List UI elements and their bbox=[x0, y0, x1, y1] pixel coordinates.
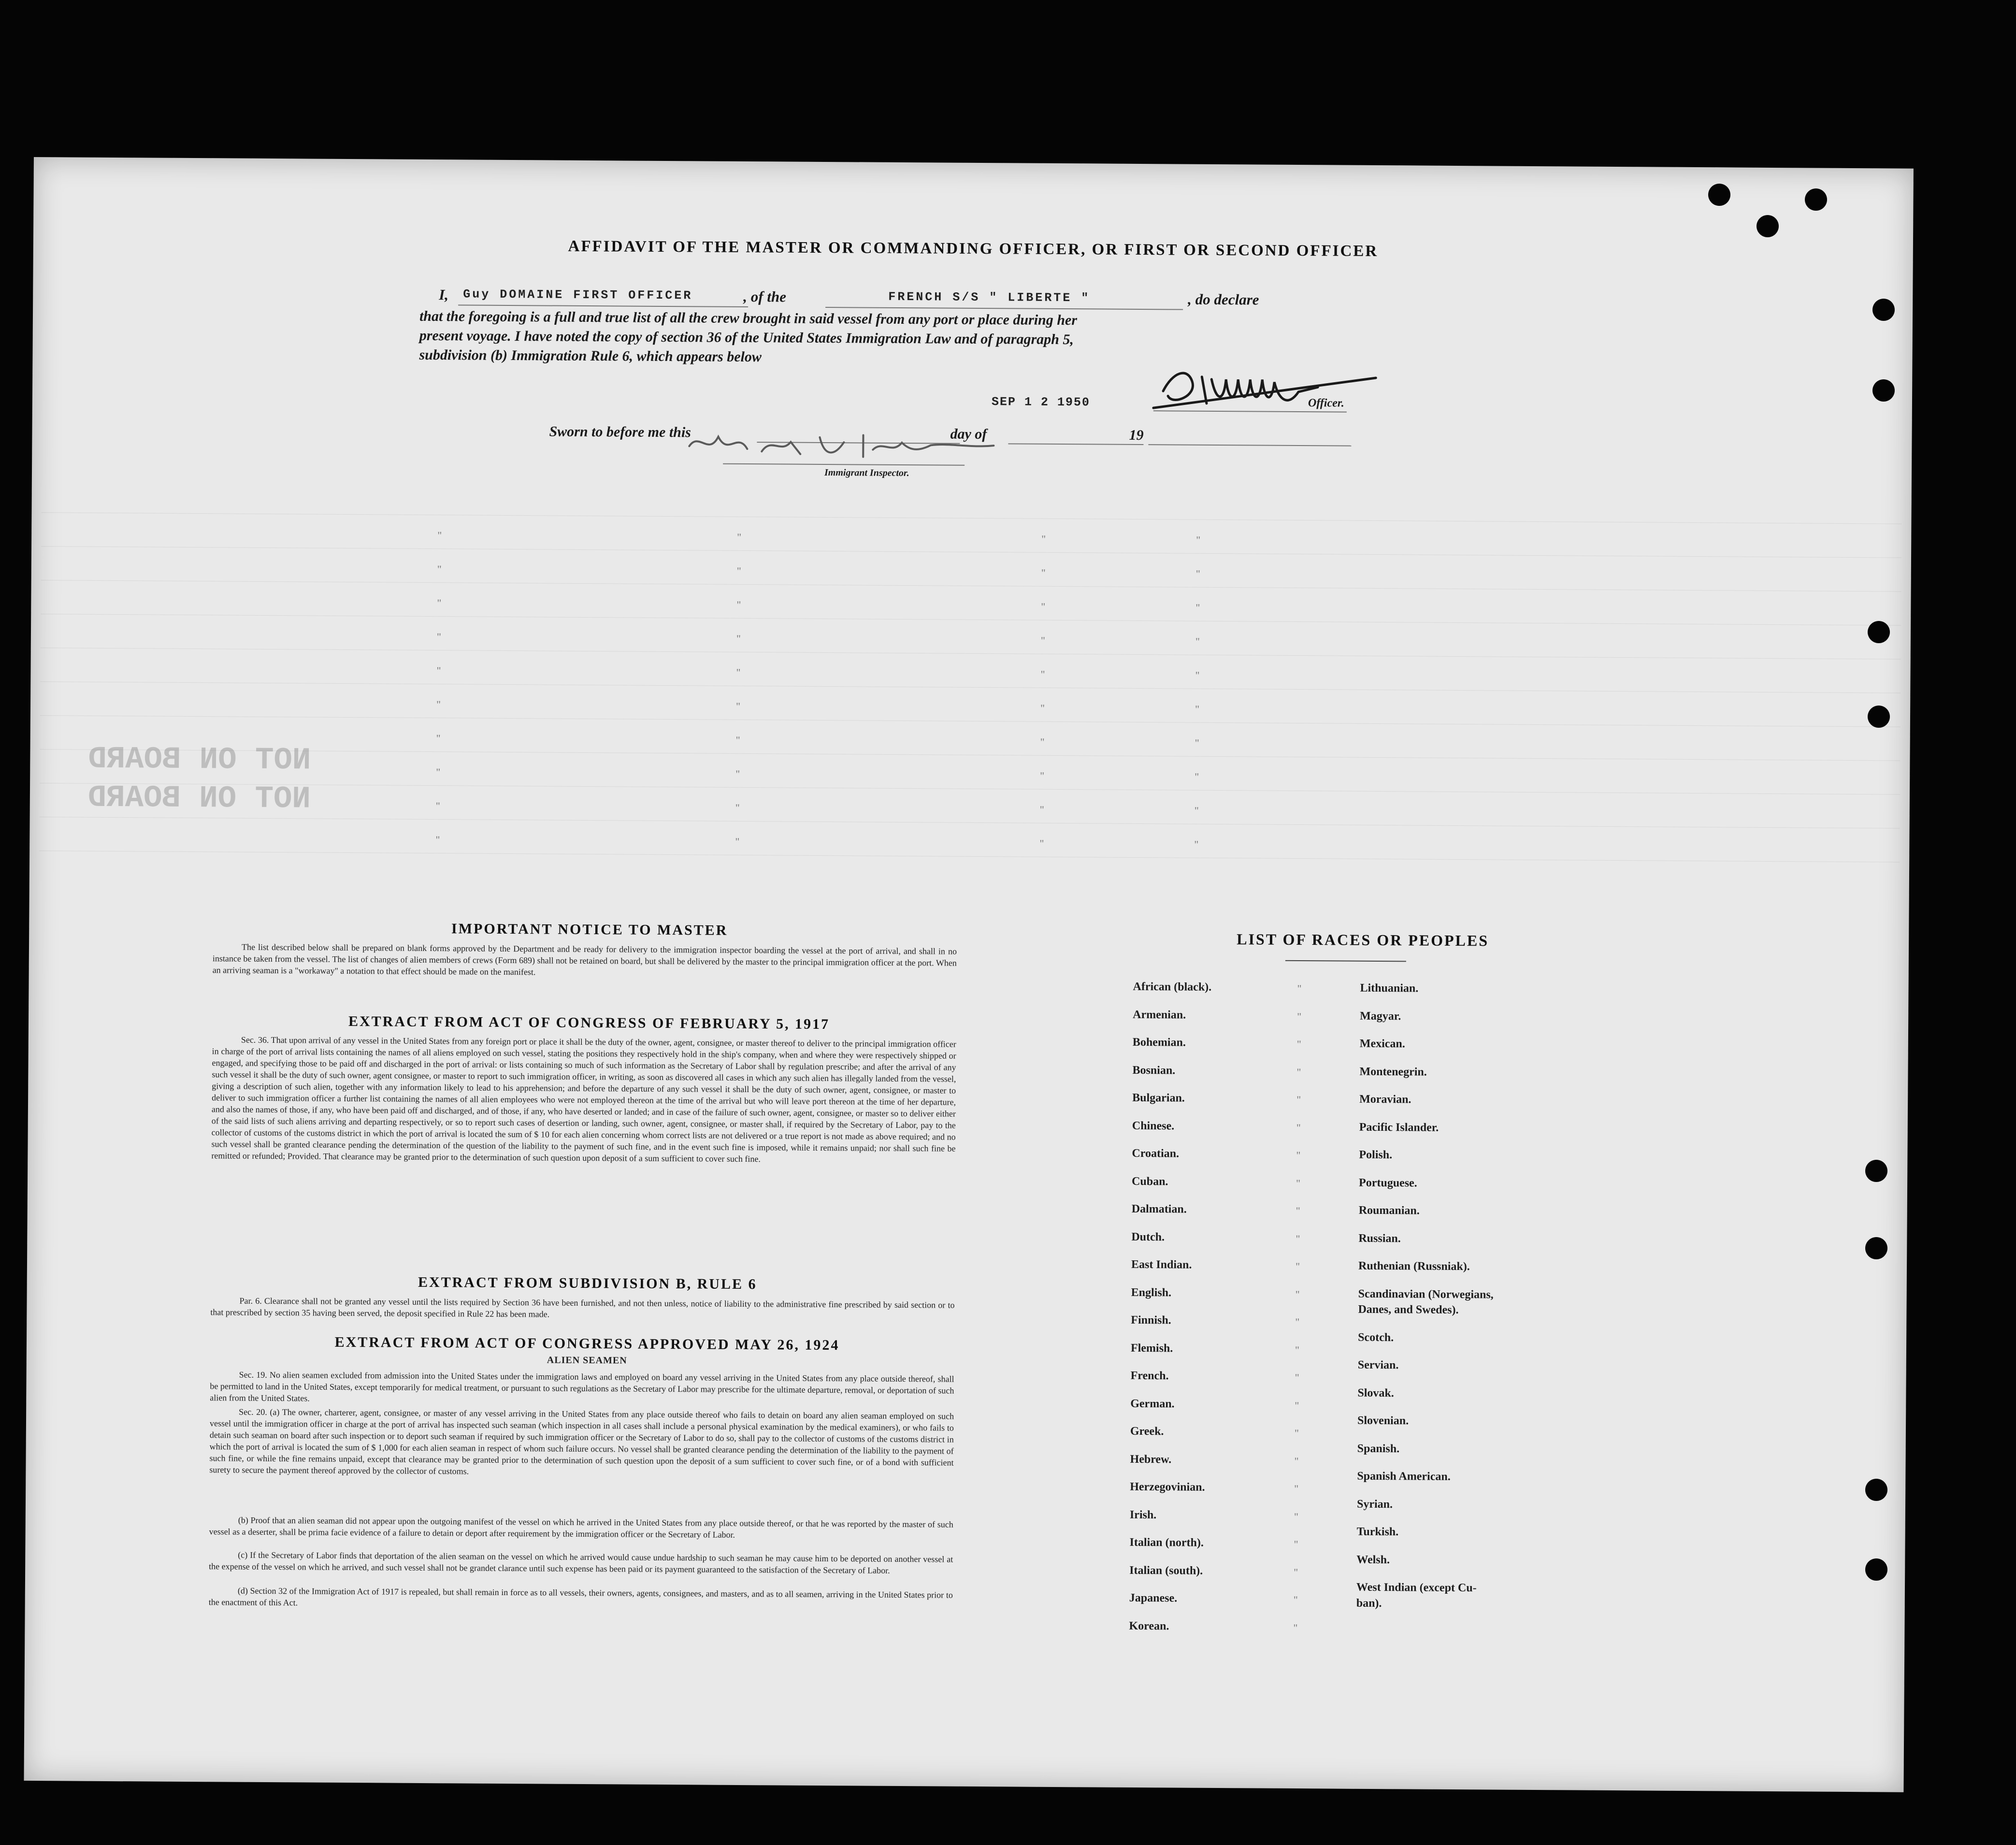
race-item: Montenegrin. bbox=[1359, 1065, 1427, 1079]
race-item: West Indian (except Cu- bbox=[1356, 1581, 1477, 1595]
ditto-mark: " bbox=[1040, 735, 1045, 748]
ditto-mark: " bbox=[1041, 566, 1046, 579]
ditto-mark: " bbox=[1039, 837, 1044, 850]
row-rule bbox=[40, 715, 1901, 727]
affidavit-title: AFFIDAVIT OF THE MASTER OR COMMANDING OFFICER, OR FIRST OR SECOND OFFICER bbox=[568, 237, 1379, 260]
row-rule bbox=[41, 648, 1901, 660]
ditto-mark: " bbox=[1297, 982, 1302, 995]
ditto-mark: " bbox=[1195, 770, 1199, 783]
race-item: Ruthenian (Russniak). bbox=[1358, 1259, 1470, 1273]
race-item: Japanese. bbox=[1129, 1591, 1178, 1605]
race-item: English. bbox=[1131, 1286, 1172, 1299]
ditto-mark: " bbox=[1039, 803, 1044, 816]
race-item: Servian. bbox=[1357, 1358, 1399, 1372]
race-item: Portuguese. bbox=[1359, 1176, 1417, 1190]
ditto-mark: " bbox=[1294, 1510, 1298, 1523]
year-prefix: 19 bbox=[1129, 427, 1144, 444]
vessel-underline bbox=[825, 307, 1183, 310]
race-item: Dalmatian. bbox=[1131, 1202, 1187, 1216]
race-item: Welsh. bbox=[1356, 1553, 1390, 1566]
ditto-mark: " bbox=[1040, 702, 1045, 714]
race-item: German. bbox=[1130, 1397, 1175, 1410]
race-item: Dutch. bbox=[1131, 1230, 1165, 1243]
date-stamp: SEP 1 2 1950 bbox=[991, 395, 1091, 410]
notice-body: The list described below shall be prepared on blank forms approved by the Department and be ready for delivery to the immigration inspector boarding the vessel at the port of arrival, and shall in no instance be taken from the vessel. The list of changes of alien members of crews (Form 689) shall not be retained on board, but shall be delivered by the master to the principal immigration officer at the port. When an arriving seaman is a "workaway" a notation to that effect should be made on the manifest. bbox=[212, 942, 957, 977]
race-item: Danes, and Swedes). bbox=[1358, 1303, 1459, 1317]
race-item: Bosnian. bbox=[1132, 1064, 1176, 1077]
sec-20b-body: (b) Proof that an alien seaman did not appear upon the outgoing manifest of the vessel on which he arrived in the United States from any place outside thereof, or that he was reported by the master of such vessel as a deserter, shall be prima facie evidence of a failure to detain or deport after requirement by the immigration officer or the Secretary of Labor. bbox=[209, 1515, 953, 1540]
ditto-mark: " bbox=[1196, 533, 1201, 546]
ditto-mark: " bbox=[1295, 1371, 1299, 1384]
races-title: LIST OF RACES OR PEOPLES bbox=[1237, 930, 1489, 950]
ditto-mark: " bbox=[435, 834, 440, 846]
ditto-mark: " bbox=[436, 732, 441, 745]
extract-1924-title: EXTRACT FROM ACT OF CONGRESS APPROVED MAY 26, 1924 bbox=[334, 1334, 840, 1354]
affidavit-line-4: subdivision (b) Immigration Rule 6, which appears below bbox=[419, 346, 762, 365]
punch-hole bbox=[1708, 184, 1730, 206]
race-item: Slovenian. bbox=[1357, 1414, 1409, 1427]
sec-19-body: Sec. 19. No alien seamen excluded from admission into the United States under the immigration laws and employed on board any vessel arriving in the United States from any place outside thereof, shall be permitted to land in the United States, except temporarily for medical treatment, or pursuant to such regulations as the Secretary of Labor may prescribe for the ultimate departure, removal, or deportation of such alien from the United States. bbox=[210, 1369, 954, 1403]
ditto-mark: " bbox=[736, 700, 741, 712]
race-item: Magyar. bbox=[1360, 1009, 1401, 1023]
affidavit-line-3: present voyage. I have noted the copy of section 36 of the United States Immigration Law and of paragraph 5, bbox=[419, 327, 1074, 348]
row-rule bbox=[40, 681, 1901, 693]
ditto-mark: " bbox=[735, 734, 740, 746]
punch-hole bbox=[1865, 1479, 1887, 1501]
notice-title: IMPORTANT NOTICE TO MASTER bbox=[451, 921, 728, 938]
row-rule bbox=[41, 614, 1901, 626]
ditto-mark: " bbox=[736, 598, 741, 611]
race-item: Greek. bbox=[1130, 1425, 1164, 1438]
ditto-mark: " bbox=[1195, 567, 1200, 580]
ditto-mark: " bbox=[435, 800, 440, 812]
punch-hole bbox=[1872, 299, 1895, 321]
race-item: Irish. bbox=[1129, 1508, 1157, 1521]
ditto-mark: " bbox=[1295, 1343, 1300, 1356]
sec-20c-body: (c) If the Secretary of Labor finds that deportation of the alien seaman on the vessel on which he arrived would cause undue hardship to such seaman he may cause him to be deported on another vessel at the expense of the vessel on which he arrived, and such vessel shall not be grandet clarance until such expense has been paid or its payment guaranteed to the satisfaction of the Secretary of Labor. bbox=[209, 1550, 953, 1575]
punch-hole bbox=[1865, 1237, 1887, 1259]
race-item: Slovak. bbox=[1357, 1386, 1394, 1399]
subdivision-b-body: Par. 6. Clearance shall not be granted any vessel until the lists required by Section 36 have been furnished, and not then unless, notice of liability to the administrative fine prescribed by said section or to that prescribed by section 35 having been served, the deposit specified in Rule 22 has been made. bbox=[210, 1296, 955, 1319]
extract-1917-body: Sec. 36. That upon arrival of any vessel in the United States from any foreign port or place it shall be the duty of the owner, agent, consignee, or master thereof to deliver to the principal immigration officer in charge of the port of arrival lists containing the names of all aliens employed on such vessel, stating the positions they respectively hold in the ship's company, when and where they were respectively shipped or engaged, and specifying those to be paid off and discharged in the port of arrival: or lists containing so much of such information as the Secretary of Labor shall by regulation prescribe; and after the arrival of any such vessel it shall be the duty of such owner, agent consignee, or master to report to such immigration officer, in writing, as soon as discovered all cases in which any such alien has illegally landed from the vessel, giving a description of such alien, together with any information likely to lead to his apprehension; and before the departure of any such vessel it shall be the duty of such owner, agent, consignee, or master to deliver to such immigration officer a further list containing the names of all alien employees who were not employed thereon at the time of the arrival but who will leave port thereon at the time of her departure, and also the names of those, if any, who have been paid off and discharged, and of those, if any, who have deserted or landed; and in case of the failure of such owner, agent, consignee, or master so to deliver either of the said lists of such aliens arriving and departing respectively, or so to report such cases of desertion or landing, such owner, agent, consignee, or master shall, if required by the Secretary of Labor, pay to the collector of customs of the customs district in which the port of arrival is located the sum of $ 10 for each alien concerning whom correct lists are not delivered or a true report is not made as above required; and no such vessel shall be granted clearance pending the determination of the question of the liability to the payment of such fine, and in the event such fine is imposed, while it remains unpaid; nor shall such fine be remitted or refunded; Provided. That clearance may be granted prior to the determination of such question upon deposit of a sum sufficient to cover such fine. bbox=[211, 1035, 956, 1164]
ditto-mark: " bbox=[1293, 1593, 1298, 1606]
sworn-before-text: Sworn to before me this bbox=[549, 423, 691, 441]
race-item: Armenian. bbox=[1133, 1008, 1186, 1022]
ditto-mark: " bbox=[1194, 838, 1199, 850]
affidavit-of-the: , of the bbox=[743, 288, 787, 305]
race-item: Scotch. bbox=[1358, 1331, 1394, 1344]
ditto-mark: " bbox=[1296, 1038, 1301, 1051]
sec-20a-body: Sec. 20. (a) The owner, charterer, agent, consignee, or master of any vessel arriving in the United States from any place outside thereof who fails to detain on board any alien seaman employed on such vessel until the immigration officer in charge at the port of arrival has inspected such seaman (which inspection in all cases shall include a personal physical examination by the medical examiners), or who fails to detain such seaman on board after such inspection or to deport such seaman if required by such immigration officer or the Secretary of Labor to do so, shall pay to the collector of customs of the customs district in which the port of arrival is located the sum of $ 1,000 for each alien seaman in respect of whom such failure occurs. No vessel shall be granted clearance pending the determination of the liability to the payment of such fine, or while the fine remains unpaid, except that clearance may be granted prior to the determination of such question upon the deposit of a sum sufficient to cover such fine, or of a bond with sufficient surety to secure the payment thereof approved by the collector of customs. bbox=[209, 1407, 954, 1476]
punch-hole bbox=[1757, 215, 1779, 237]
officer-signature bbox=[1144, 357, 1415, 417]
row-rule bbox=[40, 783, 1900, 795]
ditto-mark: " bbox=[1040, 634, 1045, 647]
affidavit-line-2: that the foregoing is a full and true list of all the crew brought in said vessel from any port or place during her bbox=[419, 308, 1078, 329]
race-item: Lithuanian. bbox=[1360, 981, 1419, 995]
race-item: Hebrew. bbox=[1130, 1453, 1172, 1466]
ditto-mark: " bbox=[1294, 1566, 1298, 1578]
row-rule bbox=[41, 546, 1901, 558]
affidavit-i-prefix: I, bbox=[439, 286, 449, 303]
race-item: Flemish. bbox=[1130, 1341, 1173, 1355]
ditto-mark: " bbox=[1295, 1260, 1300, 1273]
extract-1924-subtitle: ALIEN SEAMEN bbox=[547, 1355, 627, 1366]
row-rule bbox=[40, 817, 1900, 829]
race-item: Moravian. bbox=[1359, 1093, 1411, 1106]
ditto-mark: " bbox=[437, 563, 442, 576]
sec-20d-body: (d) Section 32 of the Immigration Act of 1917 is repealed, but shall remain in force as to all vessels, their owners, agents, consignees, and masters, and as to all seamen, arriving in the United States prior to the enactment of this Act. bbox=[208, 1586, 953, 1608]
ditto-mark: " bbox=[1195, 601, 1200, 614]
ditto-mark: " bbox=[1293, 1621, 1298, 1634]
race-item: French. bbox=[1130, 1369, 1169, 1383]
race-item: Syrian. bbox=[1356, 1498, 1393, 1511]
punch-hole bbox=[1865, 1160, 1887, 1182]
vessel-name: FRENCH S/S " LIBERTE " bbox=[888, 289, 1091, 305]
punch-hole bbox=[1805, 188, 1827, 211]
race-item: Roumanian. bbox=[1358, 1204, 1420, 1217]
race-item: Bohemian. bbox=[1132, 1036, 1186, 1049]
ditto-mark: " bbox=[436, 698, 441, 711]
extract-1917-title: EXTRACT FROM ACT OF CONGRESS OF FEBRUARY 5, 1917 bbox=[348, 1013, 830, 1033]
race-item: Scandinavian (Norwegians, bbox=[1358, 1287, 1494, 1301]
punch-hole bbox=[1868, 706, 1890, 728]
race-item: Cuban. bbox=[1132, 1175, 1168, 1188]
row-rule bbox=[40, 749, 1901, 761]
race-item: Mexican. bbox=[1359, 1037, 1405, 1051]
race-item: Italian (south). bbox=[1129, 1564, 1203, 1577]
race-item: African (black). bbox=[1133, 980, 1212, 994]
race-item: Spanish. bbox=[1357, 1442, 1400, 1455]
ditto-mark: " bbox=[737, 531, 742, 543]
ditto-mark: " bbox=[1296, 1093, 1301, 1106]
day-of-text: day of bbox=[950, 426, 987, 443]
ditto-mark: " bbox=[436, 664, 441, 677]
ditto-mark: " bbox=[1195, 703, 1200, 715]
ditto-mark: " bbox=[1295, 1399, 1299, 1412]
race-item: Finnish. bbox=[1131, 1313, 1171, 1327]
race-item: Croatian. bbox=[1132, 1147, 1180, 1160]
ditto-mark: " bbox=[1195, 669, 1200, 681]
ditto-mark: " bbox=[736, 632, 741, 645]
race-item: Italian (north). bbox=[1129, 1536, 1204, 1549]
inspector-label: Immigrant Inspector. bbox=[824, 467, 909, 479]
ditto-mark: " bbox=[1295, 1288, 1300, 1300]
punch-hole bbox=[1872, 379, 1895, 402]
ditto-mark: " bbox=[1295, 1315, 1300, 1328]
ditto-mark: " bbox=[736, 666, 741, 678]
race-item: Russian. bbox=[1358, 1232, 1401, 1245]
subdivision-b-title: EXTRACT FROM SUBDIVISION B, RULE 6 bbox=[418, 1274, 757, 1293]
ditto-mark: " bbox=[436, 631, 442, 643]
sworn-year-line bbox=[1148, 444, 1351, 447]
ditto-mark: " bbox=[437, 597, 442, 609]
race-item: Spanish American. bbox=[1357, 1470, 1451, 1483]
bleedthrough-stamp-1: NOT ON BOARD bbox=[88, 742, 311, 778]
race-item: Chinese. bbox=[1132, 1119, 1175, 1132]
race-item: ban). bbox=[1356, 1597, 1382, 1610]
declarant-name: Guy DOMAINE FIRST OFFICER bbox=[463, 287, 693, 303]
ditto-mark: " bbox=[1040, 769, 1045, 782]
ditto-mark: " bbox=[1296, 1232, 1300, 1245]
bleedthrough-stamp-2: NOT ON BOARD bbox=[87, 780, 311, 817]
ditto-mark: " bbox=[735, 835, 740, 848]
inspector-signature bbox=[679, 422, 1018, 467]
ditto-mark: " bbox=[736, 564, 741, 577]
ditto-mark: " bbox=[1296, 1204, 1300, 1217]
ditto-mark: " bbox=[437, 529, 442, 542]
row-rule bbox=[42, 512, 1902, 524]
ditto-mark: " bbox=[1041, 600, 1046, 613]
ditto-mark: " bbox=[1195, 736, 1199, 749]
sworn-month-line bbox=[1008, 443, 1143, 445]
race-item: Herzegovinian. bbox=[1130, 1480, 1205, 1494]
declarant-underline bbox=[458, 304, 748, 307]
row-rule bbox=[39, 850, 1900, 863]
ditto-mark: " bbox=[1296, 1066, 1301, 1078]
officer-label: Officer. bbox=[1308, 397, 1344, 410]
race-item: Pacific Islander. bbox=[1359, 1121, 1439, 1134]
ditto-mark: " bbox=[1195, 635, 1200, 648]
race-item: Bulgarian. bbox=[1132, 1091, 1185, 1105]
ditto-mark: " bbox=[1294, 1538, 1298, 1551]
ditto-mark: " bbox=[735, 801, 740, 814]
ditto-mark: " bbox=[1194, 804, 1199, 817]
ditto-mark: " bbox=[1294, 1427, 1299, 1440]
race-item: Turkish. bbox=[1356, 1525, 1399, 1539]
document-page bbox=[24, 157, 1913, 1792]
ditto-mark: " bbox=[1294, 1455, 1299, 1467]
punch-hole bbox=[1868, 621, 1890, 643]
ditto-mark: " bbox=[735, 767, 740, 780]
ditto-mark: " bbox=[1041, 533, 1046, 545]
ditto-mark: " bbox=[1296, 1121, 1301, 1134]
punch-hole bbox=[1865, 1558, 1887, 1581]
ditto-mark: " bbox=[1296, 1177, 1301, 1189]
races-title-rule bbox=[1285, 960, 1406, 962]
ditto-mark: " bbox=[1297, 1010, 1302, 1023]
ditto-mark: " bbox=[1296, 1149, 1301, 1162]
affidavit-do-declare: , do declare bbox=[1188, 290, 1259, 308]
ditto-mark: " bbox=[1294, 1482, 1299, 1495]
race-item: Polish. bbox=[1359, 1148, 1393, 1162]
race-item: Korean. bbox=[1129, 1619, 1169, 1632]
ditto-mark: " bbox=[436, 766, 441, 778]
row-rule bbox=[41, 580, 1901, 592]
race-item: East Indian. bbox=[1131, 1258, 1192, 1271]
ditto-mark: " bbox=[1040, 668, 1045, 680]
